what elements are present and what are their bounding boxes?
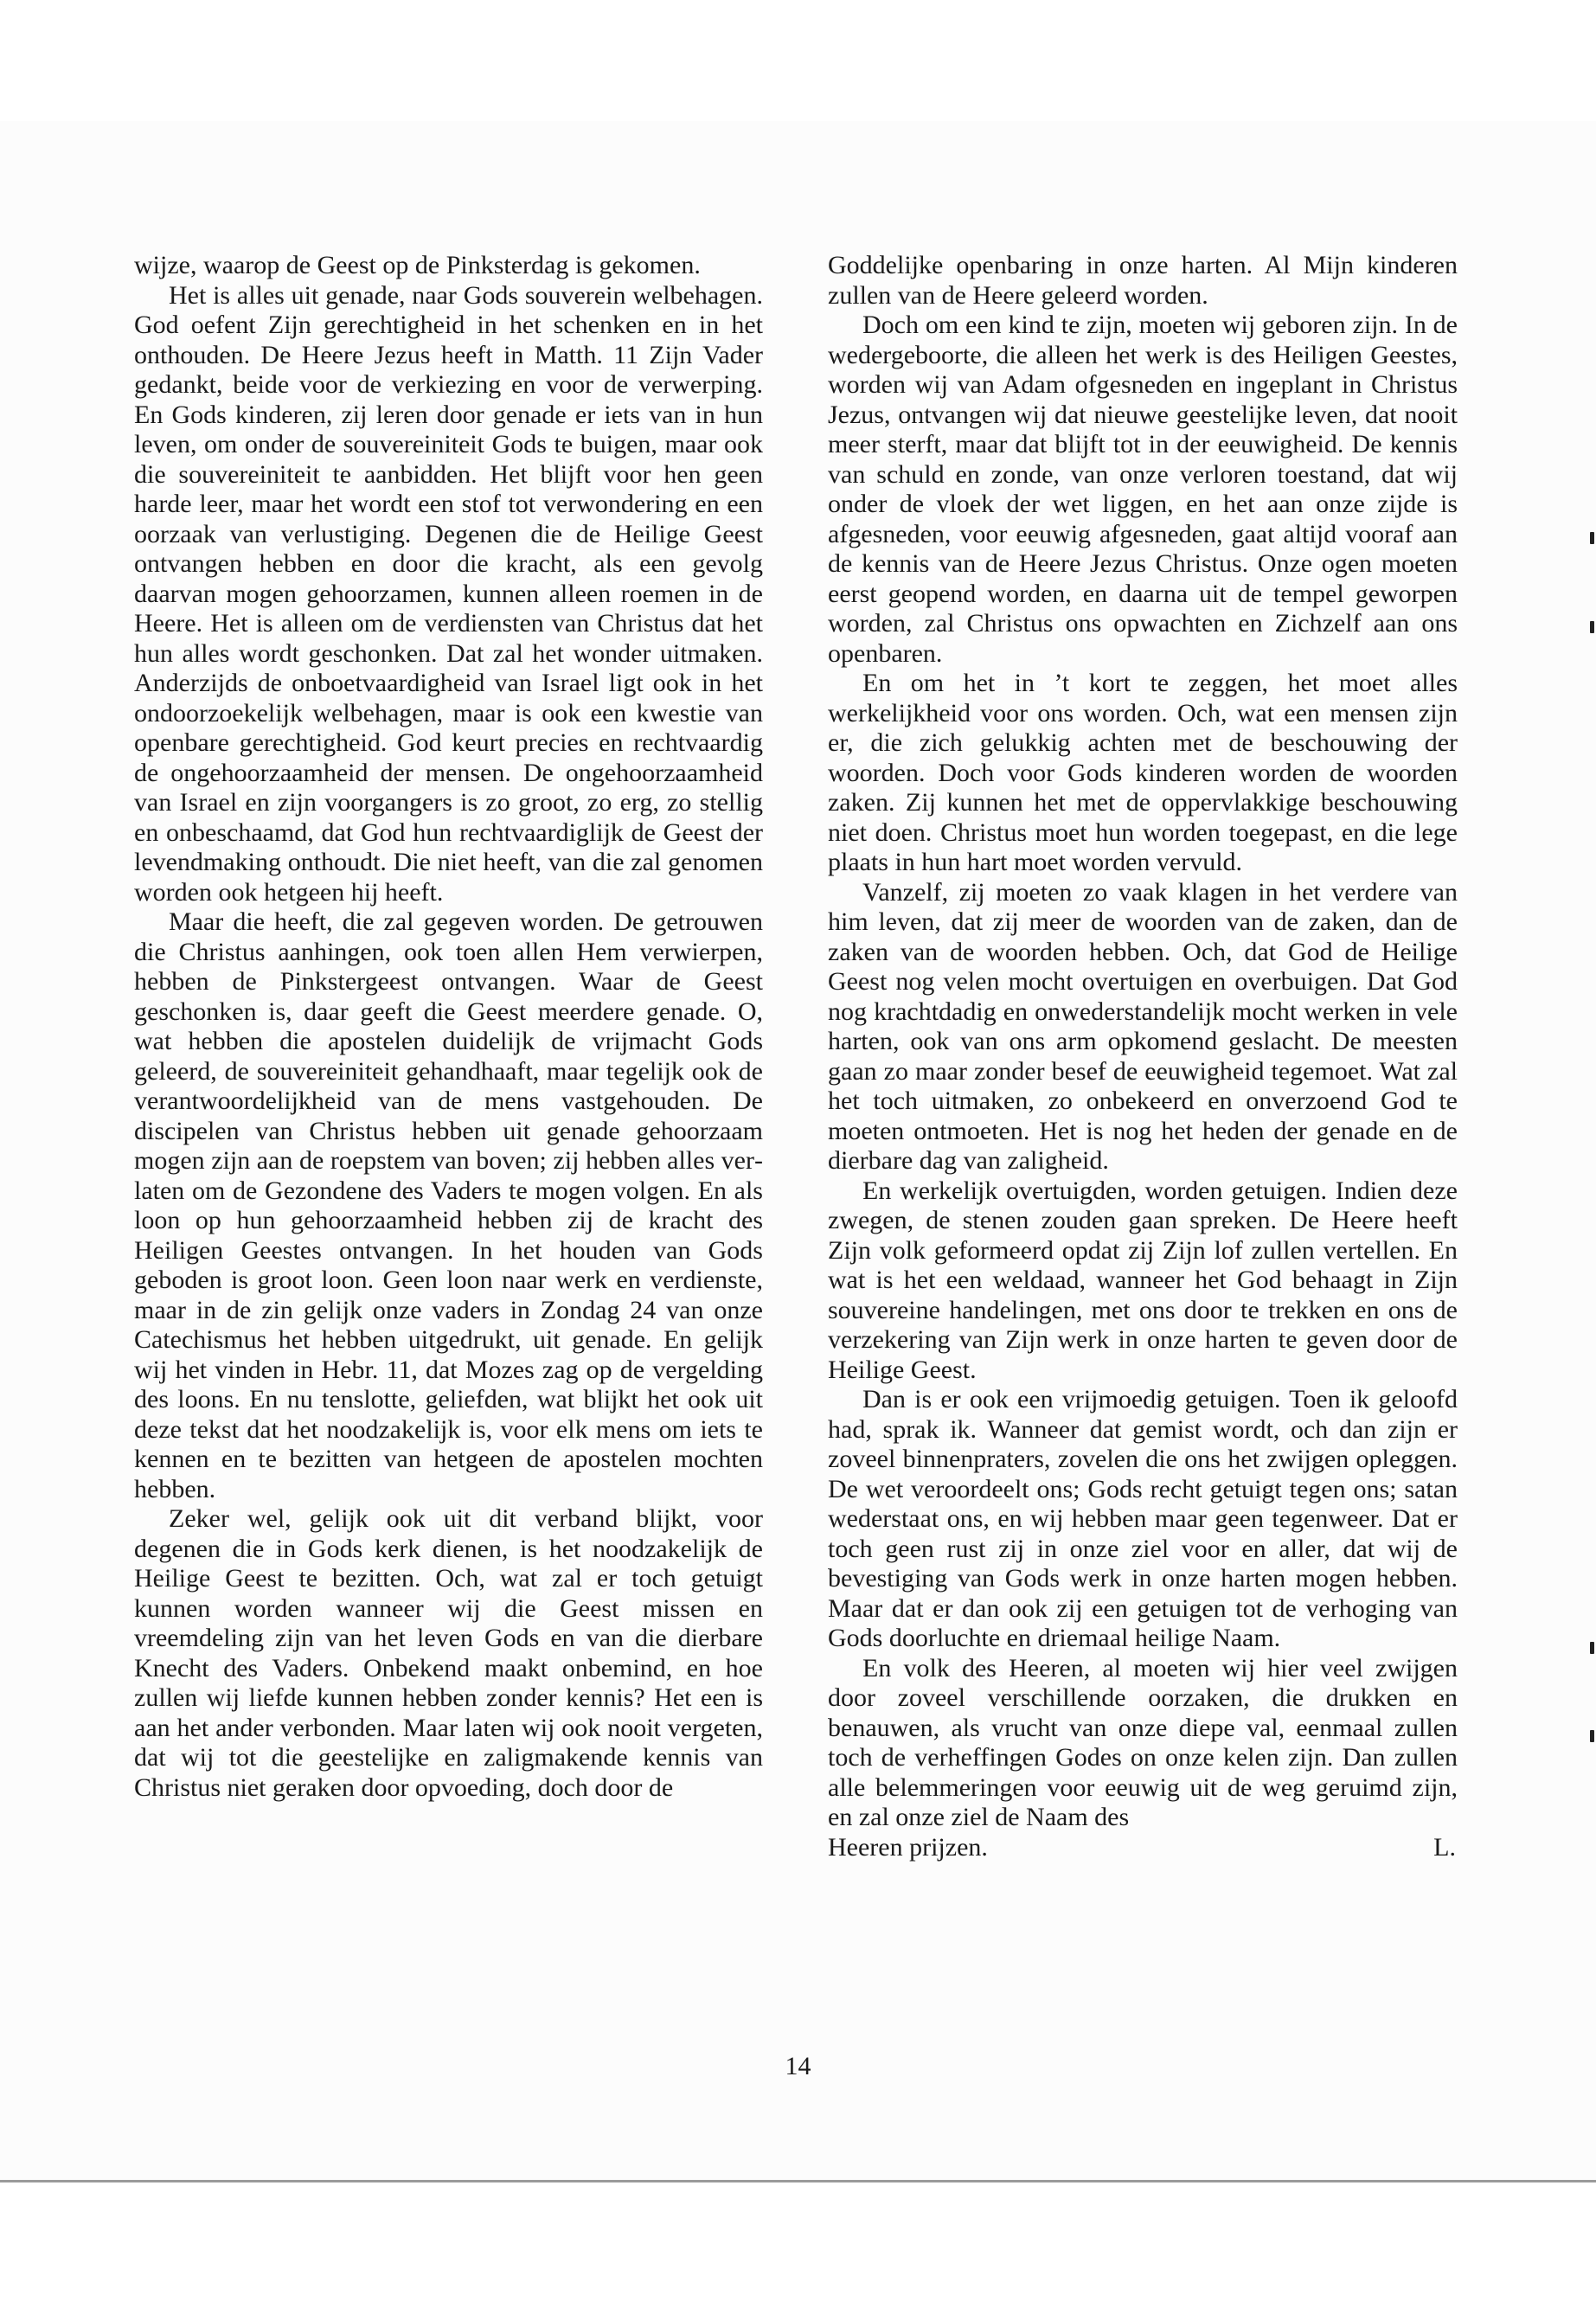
left-column [134, 251, 763, 1803]
right-paragraph-6: Dan is er ook een vrijmoedig getuigen. Toen ik geloofd had, sprak ik. Wanneer dat gemist wordt, och dan zijn er zoveel binnenpraters, zovelen die ons het zwijgen opleggen. De wet veroordeelt ons; Gods recht getuigt tegen ons; satan wederstaat ons, en wij hebben maar geen tegenweer. Dat er toch geen rust zij in onze ziel voor en aller, dat wij de bevestiging van Gods werk in onze harten mogen hebben. Maar dat er dan ook zij een getuigen tot de verhoging van Gods doorluchte en driemaal heilige Naam. [828, 1385, 1458, 1652]
author-signature: L. [1433, 1832, 1456, 1862]
left-paragraph-2: Het is alles uit genade, naar Gods souverein welbehagen. God oefent Zijn gerechtigheid in het schenken en in het onthouden. De Heere Jezus heeft in Matth. 11 Zijn Vader gedankt, beide voor de verkiezing en voor de verwerping. En Gods kinderen, zij leren door genade er iets van in hun leven, om onder de souvereiniteit Gods te buigen, maar ook die souvereiniteit te aanbidden. Het blijft voor hen geen harde leer, maar het wordt een stof tot verwondering en een oorzaak van verlustiging. Degenen die de Heilige Geest ontvangen hebben en door die kracht, als een gevolg daarvan mogen gehoorzamen, kunnen alleen roemen in de Heere. Het is alleen om de verdiensten van Christus dat het hun alles wordt geschonken. Dat zal het wonder uitmaken. Anderzijds de onboetvaardigheid van Israel ligt ook in het ondoorzoekelijk welbehagen, maar is ook een kwestie van openbare gerechtigheid. God keurt precies en rechtvaardig de ongehoorzaamheid der mensen. De ongehoorzaamheid van Israel en zijn voorgangers is zo groot, zo erg, zo stellig en onbeschaamd, dat God hun rechtvaardiglijk de Geest der levendmaking onthoudt. Die niet heeft, van die zal genomen worden ook hetgeen hij heeft. [134, 280, 763, 907]
left-paragraph-1: wijze, waarop de Geest op de Pinksterdag is gekomen. [134, 251, 701, 279]
left-paragraph-3: Maar die heeft, die zal gegeven worden. De getrouwen die Christus aanhingen, ook toen allen Hem verwierpen, hebben de Pinkstergeest ontvangen. Waar de Geest geschonken is, daar geeft die Geest meerdere genade. O, wat hebben die apostelen duidelijk de vrijmacht Gods geleerd, de souvereiniteit gehandhaaft, maar tegelijk ook de verantwoordelijkheid van de mens vastgehouden. De discipelen van Christus hebben uit genade gehoorzaam mogen zijn aan de roepstem van boven; zij hebben alles verlaten om de Gezondene des Vaders te mogen volgen. En als loon op hun gehoorzaamheid hebben zij de kracht des Heiligen Geestes ontvangen. In het houden van Gods geboden is groot loon. Geen loon naar werk en verdienste, maar in de zin gelijk onze vaders in Zondag 24 van onze Catechismus het hebben uitgedrukt, uit genade. En gelijk wij het vinden in Hebr. 11, dat Mozes zag op de vergelding des loons. En nu tenslotte, geliefden, wat blijkt het ook uit deze tekst dat het noodzakelijk is, voor elk mens om iets te kennen en te bezitten van hetgeen de apostelen mochten hebben. [134, 907, 763, 1503]
right-paragraph-2: Doch om een kind te zijn, moeten wij geboren zijn. In de wedergeboorte, die alleen het werk is des Heiligen Geestes, worden wij van Adam ofgesneden en ingeplant in Christus Jezus, ontvangen wij dat nieuwe geestelijke leven, dat nooit meer sterft, maar dat blijft tot in der eeuwigheid. De kennis van schuld en zonde, van onze verloren toestand, dat wij onder de vloek der wet liggen, en het aan onze zijde is afgesneden, voor eeuwig afgesneden, gaat altijd vooraf aan de kennis van de Heere Jezus Christus. Onze ogen moeten eerst geopend worden, en daarna uit de tempel geworpen worden, zal Christus ons opwachten en Zichzelf aan ons openbaren. [828, 311, 1458, 668]
right-paragraph-4: Vanzelf, zij moeten zo vaak klagen in het verdere van him leven, dat zij meer de woorden van de zaken, dan de zaken van de woorden hebben. Och, dat God de Heilige Geest nog velen mocht overtuigen en overbuigen. Dat God nog krachtdadig en onwederstandelijk mocht werken in vele harten, ook van ons arm opkomend geslacht. De meesten gaan zo maar zonder besef de eeuwigheid tegemoet. Wat zal het toch uitmaken, zo onbekeerd en onverzoend God te moeten ontmoeten. Het is nog het heden der genade en de dierbare dag van zaligheid. [828, 877, 1458, 1175]
right-column [828, 251, 1458, 1862]
binding-mark [1590, 1642, 1594, 1654]
right-paragraph-1: Goddelijke openbaring in onze harten. Al Mijn kinderen zullen van de Heere geleerd worden. [828, 251, 1458, 310]
binding-mark [1590, 532, 1594, 544]
right-paragraph-5: En werkelijk overtuigden, worden getuigen. Indien deze zwegen, de stenen zouden gaan spreken. De Heere heeft Zijn volk geformeerd opdat zij Zijn lof zullen vertellen. En wat is het een weldaad, wanneer het God behaagt in Zijn souvereine handelingen, met ons door te trekken en ons de verzekering van Zijn werk in onze harten te geven door de Heilige Geest. [828, 1176, 1458, 1384]
closing-line: Heeren prijzen. [828, 1832, 988, 1862]
right-paragraph-3: En om het in ’t kort te zeggen, het moet alles werkelijkheid voor ons worden. Och, wat een mensen zijn er, die zich gelukkig achten met de beschouwing der woorden. Doch voor Gods kinderen worden de woorden zaken. Zij kunnen het met de oppervlakkige beschouwing niet doen. Christus moet hun worden toegepast, en die lege plaats in hun hart moet worden vervuld. [828, 669, 1458, 876]
page-number: 14 [785, 2052, 811, 2080]
right-paragraph-7: En volk des Heeren, al moeten wij hier veel zwijgen door zoveel verschillende oorzaken, die drukken en benauwen, als vrucht van onze diepe val, eenmaal zullen toch de verheffingen Godes on onze kelen zijn. Dan zullen alle belemmeringen voor eeuwig uit de weg geruimd zijn, en zal onze ziel de Naam des [828, 1653, 1458, 1831]
binding-mark [1590, 1730, 1594, 1742]
left-paragraph-4: Zeker wel, gelijk ook uit dit verband blijkt, voor degenen die in Gods kerk dienen, is het noodzakelijk de Heilige Geest te bezitten. Och, wat zal er toch getuigt kunnen worden wanneer wij die Geest missen en vreemdeling zijn van het leven Gods en van die dierbare Knecht des Vaders. Onbekend maakt onbemind, en hoe zullen wij liefde kunnen hebben zonder kennis? Het een is aan het ander verbonden. Maar laten wij ook nooit vergeten, dat wij tot die geestelijke en zaligmakende kennis van Christus niet geraken door opvoeding, doch door de [134, 1504, 763, 1802]
signoff-line [828, 1833, 1458, 1863]
binding-mark [1590, 621, 1594, 633]
